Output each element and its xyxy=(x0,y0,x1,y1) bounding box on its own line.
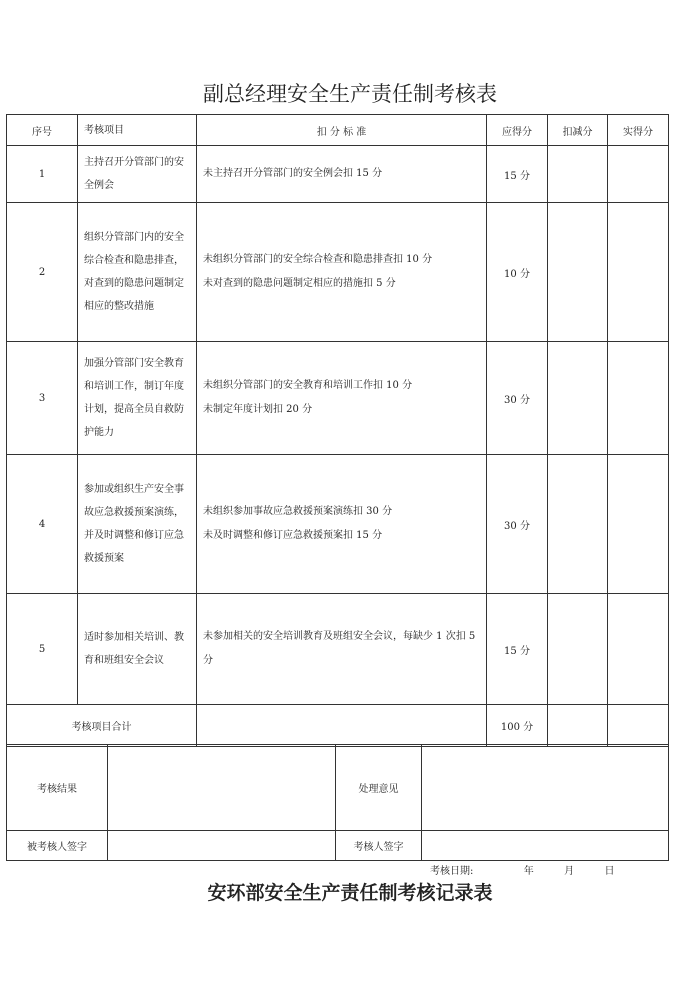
standard-line: 未参加相关的安全培训教育及班组安全会议，每缺少 1 次扣 5 分 xyxy=(203,631,476,666)
row-item: 适时参加相关培训、教育和班组安全会议 xyxy=(78,594,197,705)
opinion-field[interactable] xyxy=(422,745,669,831)
standard-line: 未及时调整和修订应急救援预案扣 15 分 xyxy=(203,530,383,541)
row-max-score: 30 分 xyxy=(487,455,548,594)
total-deduct-cell[interactable] xyxy=(548,705,608,747)
row-actual-cell[interactable] xyxy=(608,594,669,705)
header-row xyxy=(7,115,669,146)
page-title: 副总经理安全生产责任制考核表 xyxy=(203,82,497,106)
header-max-score: 应得分 xyxy=(487,115,548,146)
opinion-label: 处理意见 xyxy=(336,745,422,831)
row-item: 组织分管部门内的安全综合检查和隐患排查，对查到的隐患问题制定相应的整改措施 xyxy=(78,203,197,342)
row-deduct-cell[interactable] xyxy=(548,342,608,455)
next-table-title: 安环部安全生产责任制考核记录表 xyxy=(207,882,493,904)
table-row xyxy=(7,455,669,594)
header-deduct: 扣减分 xyxy=(548,115,608,146)
row-deduct-cell[interactable] xyxy=(548,455,608,594)
table-row xyxy=(7,594,669,705)
row-standard xyxy=(197,594,487,705)
row-seq: 4 xyxy=(7,455,78,594)
row-seq: 3 xyxy=(7,342,78,455)
standard-line: 未组织分管部门的安全教育和培训工作扣 10 分 xyxy=(203,380,413,391)
row-deduct-cell[interactable] xyxy=(548,594,608,705)
table-row xyxy=(7,203,669,342)
row-standard xyxy=(197,455,487,594)
assessment-table xyxy=(6,114,669,747)
row-standard xyxy=(197,342,487,455)
row-deduct-cell[interactable] xyxy=(548,203,608,342)
assessor-signature-field[interactable] xyxy=(422,831,669,861)
row-max-score: 15 分 xyxy=(487,146,548,203)
total-row xyxy=(7,705,669,747)
standard-line: 未对查到的隐患问题制定相应的措施扣 5 分 xyxy=(203,278,396,289)
row-item: 加强分管部门安全教育和培训工作，制订年度计划，提高全员自救防护能力 xyxy=(78,342,197,455)
row-max-score: 10 分 xyxy=(487,203,548,342)
header-item: 考核项目 xyxy=(78,115,197,146)
assessor-signature-label: 考核人签字 xyxy=(336,831,422,861)
result-table xyxy=(6,744,669,861)
row-standard xyxy=(197,146,487,203)
total-label: 考核项目合计 xyxy=(7,705,197,747)
table-row xyxy=(7,146,669,203)
standard-line: 未组织分管部门的安全综合检查和隐患排查扣 10 分 xyxy=(203,254,433,265)
row-actual-cell[interactable] xyxy=(608,455,669,594)
standard-line: 未制定年度计划扣 20 分 xyxy=(203,404,313,415)
row-standard xyxy=(197,203,487,342)
total-max-score: 100 分 xyxy=(487,705,548,747)
row-actual-cell[interactable] xyxy=(608,146,669,203)
date-year: 年 xyxy=(523,866,534,877)
result-field[interactable] xyxy=(108,745,336,831)
header-actual: 实得分 xyxy=(608,115,669,146)
row-seq: 2 xyxy=(7,203,78,342)
row-max-score: 15 分 xyxy=(487,594,548,705)
standard-line: 未主持召开分管部门的安全例会扣 15 分 xyxy=(203,168,383,179)
date-day: 日 xyxy=(604,866,615,877)
row-actual-cell[interactable] xyxy=(608,342,669,455)
header-seq: 序号 xyxy=(7,115,78,146)
total-actual-cell[interactable] xyxy=(608,705,669,747)
assessment-date xyxy=(430,862,615,877)
row-max-score: 30 分 xyxy=(487,342,548,455)
table-row xyxy=(7,342,669,455)
header-standard: 扣 分 标 准 xyxy=(197,115,487,146)
row-seq: 1 xyxy=(7,146,78,203)
date-label: 考核日期: xyxy=(430,866,474,877)
row-actual-cell[interactable] xyxy=(608,203,669,342)
total-standard-cell xyxy=(197,705,487,747)
assessee-signature-field[interactable] xyxy=(108,831,336,861)
date-month: 月 xyxy=(564,866,575,877)
assessee-signature-label: 被考核人签字 xyxy=(7,831,108,861)
row-item: 主持召开分管部门的安全例会 xyxy=(78,146,197,203)
standard-line: 未组织参加事故应急救援预案演练扣 30 分 xyxy=(203,506,393,517)
row-deduct-cell[interactable] xyxy=(548,146,608,203)
row-seq: 5 xyxy=(7,594,78,705)
row-item: 参加或组织生产安全事故应急救援预案演练，并及时调整和修订应急救援预案 xyxy=(78,455,197,594)
result-label: 考核结果 xyxy=(7,745,108,831)
